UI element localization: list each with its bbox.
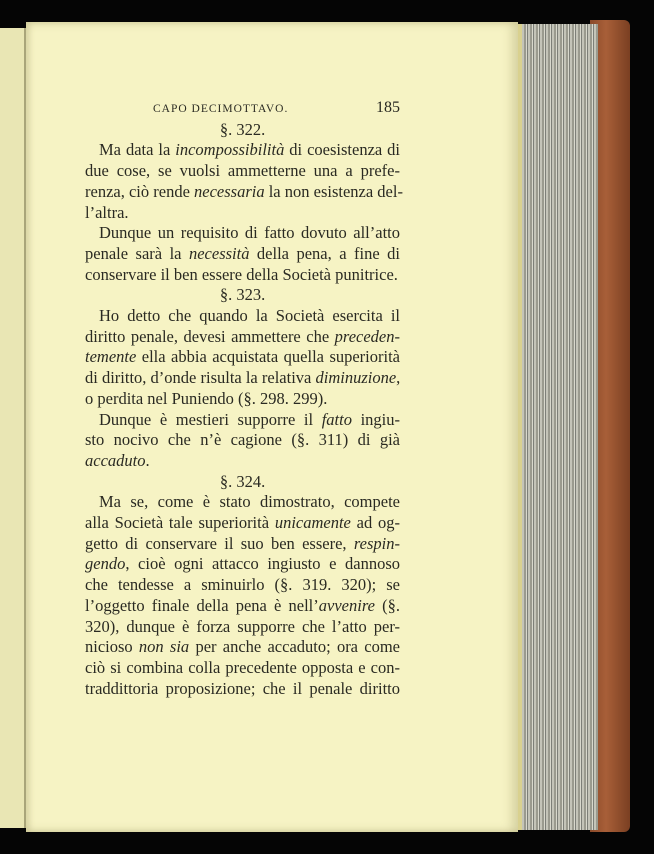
text-segment: , cioè ogni attacco ingiusto e dannoso xyxy=(125,554,400,574)
italic-text: gendo xyxy=(85,554,126,574)
paragraph xyxy=(85,492,400,699)
text-segment: Dunque è mestieri supporre il xyxy=(99,409,322,429)
facing-page-edge xyxy=(0,28,26,828)
text-segment: Dunque un requisito di fatto dovuto all’atto xyxy=(99,223,400,243)
text-segment: . xyxy=(145,450,150,470)
text-segment: di coesistenza di xyxy=(284,140,400,160)
italic-text: non sia xyxy=(138,637,190,657)
page-text xyxy=(85,98,403,699)
italic-text: avvenire xyxy=(318,595,375,615)
text-line xyxy=(85,306,400,327)
text-segment: penale sarà la xyxy=(85,243,189,263)
italic-text: preceden- xyxy=(334,326,400,346)
text-line xyxy=(85,347,400,368)
text-segment: sto nocivo che n’è cagione (§. 311) di già xyxy=(85,430,400,450)
text-segment: ingiu- xyxy=(351,409,400,429)
text-line xyxy=(85,492,400,513)
text-segment: due cose, se vuolsi ammetterne una a prefe- xyxy=(85,161,400,181)
text-line xyxy=(85,617,400,638)
text-line xyxy=(85,265,400,286)
text-segment: che tendesse a sminuirlo (§. 319. 320); se xyxy=(85,575,400,595)
text-segment: conservare il ben essere della Società punitrice. xyxy=(85,264,398,284)
text-segment: (§. xyxy=(374,595,400,615)
italic-text: necessaria xyxy=(194,181,265,201)
text-line xyxy=(85,451,400,472)
text-segment: getto di conservare il suo ben essere, xyxy=(85,533,354,553)
italic-text: accaduto xyxy=(85,450,146,470)
italic-text: diminuzione xyxy=(315,368,397,388)
text-line xyxy=(85,410,400,431)
text-line xyxy=(85,658,400,679)
text-line xyxy=(85,203,400,224)
text-line xyxy=(85,181,403,203)
text-segment: nicioso xyxy=(85,637,139,657)
section-heading: §. 324. xyxy=(219,471,266,491)
text-segment: ad og- xyxy=(350,513,400,533)
text-line xyxy=(85,244,400,265)
italic-text: fatto xyxy=(321,409,352,429)
text-segment: Ma se, come è stato dimostrato, compete xyxy=(99,492,400,512)
text-segment: della pena, a fine di xyxy=(249,243,400,263)
text-segment: traddittoria proposizione; che il penale diritto xyxy=(85,678,400,698)
text-line xyxy=(85,637,400,658)
text-segment: la non esistenza del- xyxy=(264,181,403,201)
text-segment: ella abbia acquistata quella superiorità xyxy=(136,347,400,367)
text-line xyxy=(85,679,400,700)
text-segment: diritto penale, devesi ammettere che xyxy=(85,326,335,346)
text-line xyxy=(85,368,400,389)
text-line xyxy=(85,534,400,555)
italic-text: necessità xyxy=(188,243,250,263)
section-heading: §. 323. xyxy=(219,285,266,305)
text-segment: o perdita nel Puniendo (§. 298. 299). xyxy=(85,388,328,408)
text-segment: renza, ciò rende xyxy=(85,181,195,201)
text-segment: , xyxy=(396,368,401,388)
page-number: 185 xyxy=(376,99,400,116)
text-line xyxy=(85,327,400,348)
paragraph xyxy=(85,410,400,472)
text-segment: per anche accaduto; ora come xyxy=(189,637,400,657)
text-segment: 320), dunque è forza supporre che l’atto per- xyxy=(85,616,400,636)
text-segment: ciò si combina colla precedente opposta e con- xyxy=(85,657,400,677)
text-line xyxy=(85,554,400,575)
text-line xyxy=(85,430,400,451)
text-line xyxy=(85,223,400,244)
running-title: CAPO DECIMOTTAVO. xyxy=(153,103,289,115)
text-segment: Ho detto che quando la Società esercita il xyxy=(99,306,400,326)
paragraph xyxy=(85,306,400,410)
italic-text: respin- xyxy=(353,533,400,553)
text-segment: l’altra. xyxy=(85,202,129,222)
text-line xyxy=(85,513,400,534)
paragraph xyxy=(85,140,403,223)
page-header xyxy=(85,98,400,120)
italic-text: temente xyxy=(85,347,137,367)
paragraph xyxy=(85,223,400,285)
text-segment: l’oggetto finale della pena è nell’ xyxy=(85,595,319,615)
text-segment: di diritto, d’onde risulta la relativa xyxy=(85,368,316,388)
text-segment: Ma data la xyxy=(99,140,176,160)
page-stack-edges xyxy=(512,24,598,830)
text-line xyxy=(85,161,400,182)
italic-text: unicamente xyxy=(274,513,351,533)
text-line xyxy=(85,140,400,161)
text-line xyxy=(85,596,400,617)
section-heading: §. 322. xyxy=(219,119,266,139)
text-line xyxy=(85,575,400,596)
text-line xyxy=(85,389,400,410)
italic-text: incompossibilità xyxy=(175,140,285,160)
text-segment: alla Società tale superiorità xyxy=(85,513,275,533)
